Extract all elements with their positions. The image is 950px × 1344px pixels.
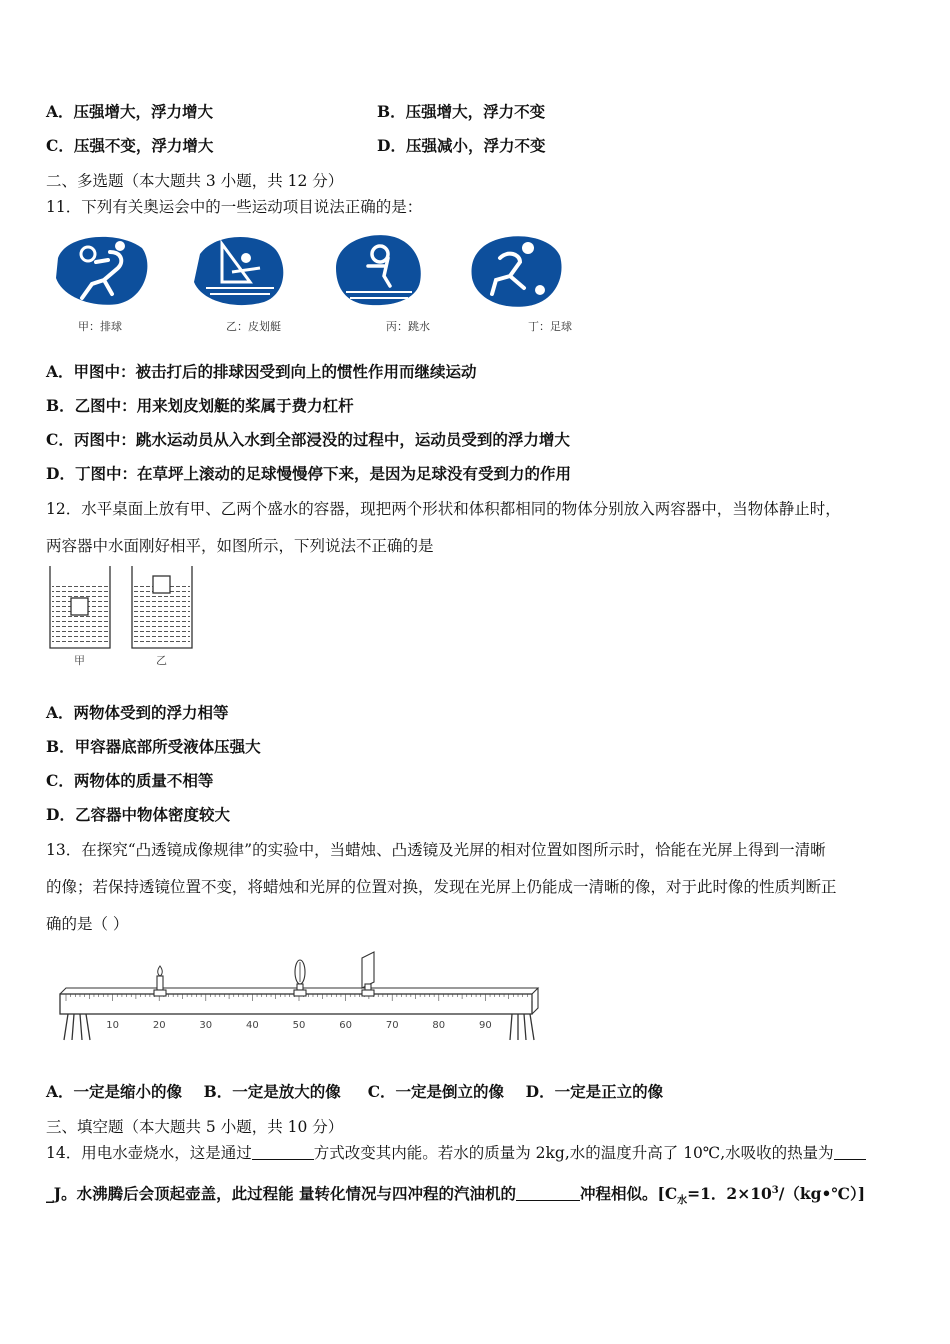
caption-diving: 丙：跳水 [386, 320, 430, 333]
diving-icon [336, 235, 421, 305]
q13-stem-line-2: 的像；若保持透镜位置不变，将蜡烛和光屏的位置对换，发现在光屏上仍能成一清晰的像，对于此时像的性质判断正 [46, 878, 837, 896]
football-icon [472, 236, 562, 306]
q14-part-5: =1．2×10 [687, 1184, 772, 1204]
optical-bench-figure [54, 948, 540, 1048]
caption-canoe: 乙：皮划艇 [226, 320, 281, 333]
scale-label: 70 [385, 1020, 399, 1031]
q11-option-d: D．丁图中：在草坪上滚动的足球慢慢停下来，是因为足球没有受到力的作用 [46, 464, 571, 483]
convex-lens [294, 960, 306, 996]
label-container-left: 甲 [74, 654, 85, 667]
section-2-heading: 二、多选题（本大题共 3 小题，共 12 分） [46, 172, 344, 190]
q12-option-b: B．甲容器底部所受液体压强大 [46, 737, 261, 756]
q14-subscript: 水 [677, 1195, 688, 1207]
container-left [50, 566, 110, 648]
q12-option-c: C．两物体的质量不相等 [46, 771, 214, 790]
section-3-heading: 三、填空题（本大题共 5 小题，共 10 分） [46, 1118, 344, 1136]
q14-line-2 [46, 1180, 865, 1212]
q13-option-b: B．一定是放大的像 [203, 1082, 341, 1101]
light-screen [362, 952, 374, 996]
q14-part-2: 方式改变其内能。若水的质量为 2kg,水的温度升高了 10℃,水吸收的热量为 [313, 1144, 834, 1162]
q13-options [46, 1081, 663, 1103]
q14-part-6: /（kg•℃）] [778, 1184, 866, 1204]
scale-label: 40 [246, 1020, 259, 1031]
q11-option-b: B．乙图中：用来划皮划艇的桨属于费力杠杆 [46, 396, 354, 415]
q11-option-a: A．甲图中：被击打后的排球因受到向上的惯性作用而继续运动 [46, 362, 477, 381]
canoe-icon [194, 237, 283, 305]
q13-option-a: A．一定是缩小的像 [46, 1082, 183, 1101]
q12-option-d: D．乙容器中物体密度较大 [46, 805, 230, 824]
q12-stem-line-2: 两容器中水面刚好相平，如图所示，下列说法不正确的是 [46, 537, 434, 555]
q12-option-a: A．两物体受到的浮力相等 [46, 703, 229, 722]
q14-line-1 [46, 1142, 866, 1164]
q13-stem-line-1: 13．在探究“凸透镜成像规律”的实验中，当蜡烛、凸透镜及光屏的相对位置如图所示时，恰能在光屏上得到一清晰 [46, 841, 826, 859]
q14-blank-1[interactable] [252, 1143, 314, 1160]
scale-label: 20 [152, 1020, 166, 1031]
q13-stem-line-3: 确的是（ ） [46, 915, 129, 933]
q14-part-1: 14．用电水壶烧水，这是通过 [46, 1144, 252, 1162]
q13-option-c: C．一定是倒立的像 [367, 1082, 505, 1101]
q14-blank-3[interactable] [516, 1184, 580, 1201]
container-right [132, 566, 192, 648]
q13-option-d: D．一定是正立的像 [525, 1082, 664, 1101]
scale-label: 60 [339, 1020, 352, 1031]
q12-stem-line-1: 12．水平桌面上放有甲、乙两个盛水的容器，现把两个形状和体积都相同的物体分别放入两容器中，当物体静止时， [46, 500, 841, 518]
volleyball-icon [56, 237, 147, 305]
caption-volleyball: 甲：排球 [78, 320, 122, 333]
q11-stem: 11．下列有关奥运会中的一些运动项目说法正确的是： [46, 198, 423, 216]
olympic-sports-figure [40, 226, 600, 344]
scale-label: 30 [199, 1020, 213, 1031]
q10-option-b: B．压强增大，浮力不变 [377, 102, 546, 121]
q10-option-d: D．压强减小，浮力不变 [377, 136, 546, 155]
scale-label: 80 [432, 1020, 446, 1031]
q11-option-c: C．丙图中：跳水运动员从入水到全部浸没的过程中，运动员受到的浮力增大 [46, 430, 570, 449]
scale-label: 90 [479, 1020, 492, 1031]
q14-blank-2[interactable] [834, 1143, 866, 1160]
q10-option-c: C．压强不变，浮力增大 [46, 136, 214, 155]
q14-superscript: 3 [771, 1185, 779, 1196]
caption-football: 丁：足球 [528, 320, 572, 333]
q14-part-4: 冲程相似。[C [579, 1184, 678, 1204]
label-container-right: 乙 [156, 654, 167, 667]
scale-label: 10 [106, 1020, 119, 1031]
candle [154, 966, 166, 996]
scale-label: 50 [292, 1020, 306, 1031]
containers-figure [44, 564, 204, 670]
bench-scale-labels [106, 1020, 492, 1031]
q10-option-a: A．压强增大，浮力增大 [46, 102, 214, 121]
q14-part-3: _J。水沸腾后会顶起壶盖，此过程能 量转化情况与四冲程的汽油机的 [46, 1184, 516, 1204]
